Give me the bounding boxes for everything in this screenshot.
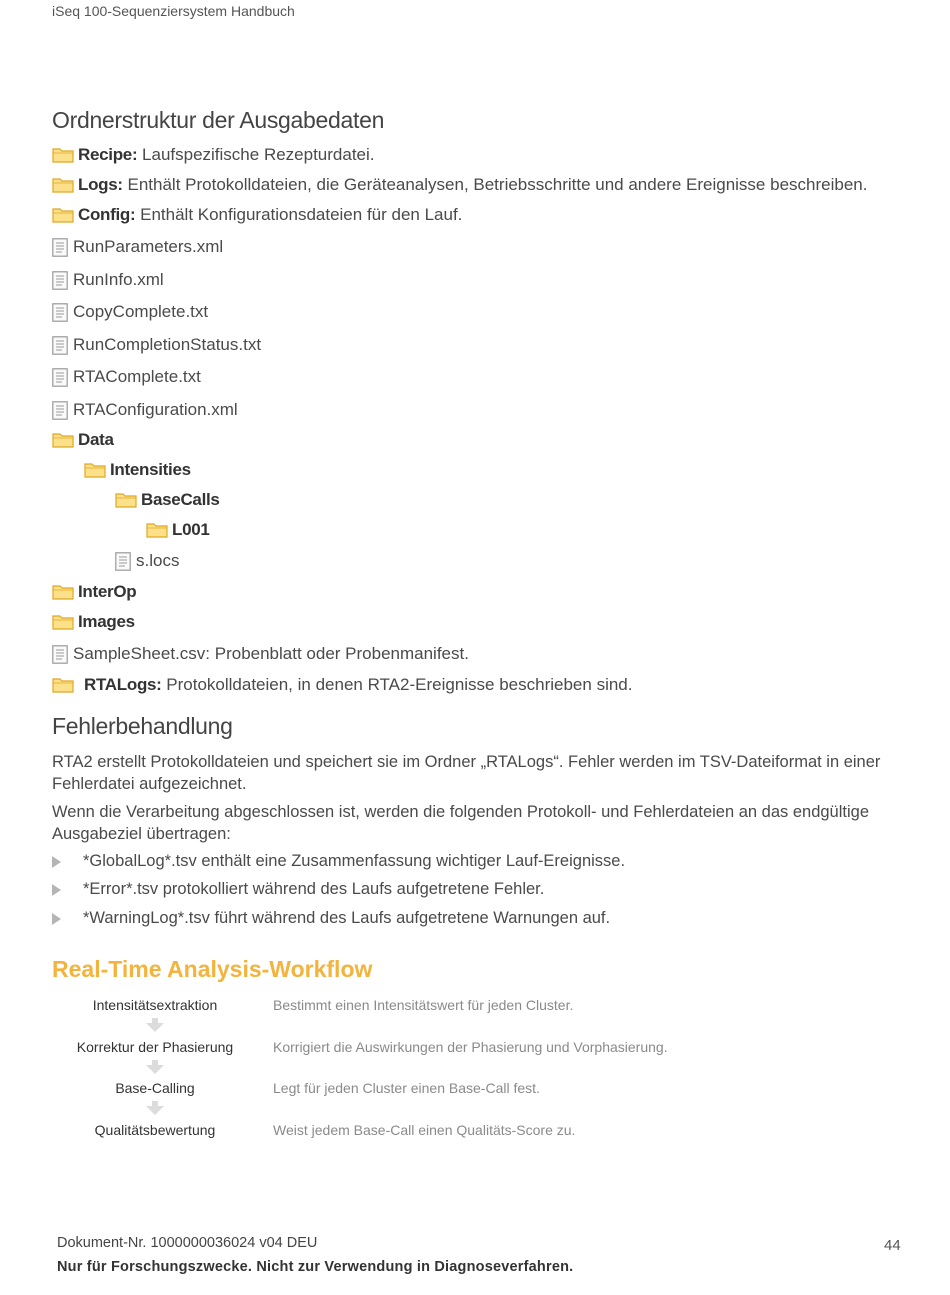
folder-entry [52, 203, 462, 227]
workflow-step: Korrektur der Phasierung [76, 1039, 234, 1055]
file-icon [52, 645, 73, 664]
file-icon [115, 552, 136, 571]
folder-entry [146, 518, 210, 542]
error-paragraph-2: Wenn die Verarbeitung abgeschlossen ist, werden die folgenden Protokoll- und Fehlerdateien an das endgültige Ausgabeziel übertragen: [52, 803, 869, 843]
file-name: CopyComplete.txt [73, 302, 209, 321]
file-icon [52, 368, 73, 387]
file-name: RunCompletionStatus.txt [73, 335, 262, 354]
folder-icon [52, 147, 78, 163]
bullet-item [52, 880, 544, 899]
folder-icon [84, 462, 110, 478]
file-name: RunInfo.xml [73, 270, 164, 289]
down-arrow-icon [146, 1018, 164, 1032]
folder-entry [52, 673, 632, 697]
document-number: Dokument-Nr. 1000000036024 v04 DEU [57, 1235, 318, 1251]
folder-name: BaseCalls [141, 490, 220, 509]
document-header: iSeq 100-Sequenziersystem Handbuch [52, 3, 295, 19]
folder-icon [115, 492, 141, 508]
folder-name: Recipe: [78, 145, 138, 164]
workflow-step-description: Bestimmt einen Intensitätswert für jeden Cluster. [273, 997, 574, 1013]
bullet-text: *GlobalLog*.tsv enthält eine Zusammenfassung wichtiger Lauf-Ereignisse. [83, 852, 626, 870]
folder-entry [52, 610, 135, 634]
file-icon [52, 336, 73, 355]
folder-name: L001 [172, 520, 210, 539]
folder-entry [52, 173, 867, 197]
workflow-step-description: Legt für jeden Cluster einen Base-Call fest. [273, 1080, 540, 1096]
bullet-text: *WarningLog*.tsv führt während des Laufs aufgetretene Warnungen auf. [83, 909, 611, 927]
folder-icon [146, 522, 172, 538]
workflow-step: Qualitätsbewertung [94, 1122, 216, 1138]
folder-icon [52, 614, 78, 630]
folder-icon [52, 207, 78, 223]
folder-entry [52, 580, 136, 604]
file-icon [52, 238, 73, 257]
bullet-item [52, 852, 625, 871]
folder-name: Logs: [78, 175, 123, 194]
error-paragraph-1: RTA2 erstellt Protokolldateien und speichert sie im Ordner „RTALogs“. Fehler werden im TSV-Dateiformat in einer Fehlerdatei aufgezeichnet. [52, 753, 881, 793]
bullet-triangle-icon [52, 884, 61, 896]
folder-entry [52, 428, 114, 452]
entry-description: : Probenblatt oder Probenmanifest. [205, 644, 469, 663]
folder-entry [84, 458, 191, 482]
folder-name: Images [78, 612, 135, 631]
file-name: s.locs [136, 551, 180, 570]
file-icon [52, 271, 73, 290]
workflow-step-description: Weist jedem Base-Call einen Qualitäts-Score zu. [273, 1122, 576, 1138]
entry-description: Enthält Konfigurationsdateien für den Lauf. [135, 205, 463, 224]
bullet-text: *Error*.tsv protokolliert während des Laufs aufgetretene Fehler. [83, 880, 545, 898]
file-entry [52, 365, 201, 389]
file-icon [52, 401, 73, 420]
file-entry [52, 300, 208, 324]
folder-icon [52, 432, 78, 448]
file-name: RTAComplete.txt [73, 367, 201, 386]
bullet-triangle-icon [52, 856, 61, 868]
error-handling-title: Fehlerbehandlung [52, 713, 233, 739]
folder-name: Data [78, 430, 114, 449]
entry-description: Laufspezifische Rezepturdatei. [137, 145, 375, 164]
page-number: 44 [884, 1237, 901, 1254]
down-arrow-icon [146, 1060, 164, 1074]
folder-name: InterOp [78, 582, 137, 601]
file-name: RunParameters.xml [73, 237, 224, 256]
folder-entry [115, 488, 220, 512]
research-use-note: Nur für Forschungszwecke. Nicht zur Verwendung in Diagnoseverfahren. [57, 1259, 574, 1275]
file-entry [115, 549, 179, 573]
file-icon [52, 303, 73, 322]
file-entry [52, 235, 223, 259]
workflow-title: Real-Time Analysis-Workflow [52, 956, 373, 982]
file-entry [52, 642, 469, 666]
file-name: SampleSheet.csv [73, 644, 206, 663]
workflow-step: Intensitätsextraktion [92, 997, 218, 1013]
entry-description: Protokolldateien, in denen RTA2-Ereignisse beschrieben sind. [161, 675, 633, 694]
workflow-step-description: Korrigiert die Auswirkungen der Phasierung und Vorphasierung. [273, 1039, 668, 1055]
entry-description: Enthält Protokolldateien, die Geräteanalysen, Betriebsschritte und andere Ereignisse beschreiben. [122, 175, 868, 194]
folder-icon [52, 677, 78, 693]
folder-name: Intensities [110, 460, 191, 479]
workflow-step: Base-Calling [115, 1080, 195, 1096]
file-entry [52, 333, 261, 357]
folder-structure-title: Ordnerstruktur der Ausgabedaten [52, 107, 385, 133]
folder-name: RTALogs: [84, 675, 162, 694]
bullet-triangle-icon [52, 913, 61, 925]
file-name: RTAConfiguration.xml [73, 400, 238, 419]
folder-icon [52, 584, 78, 600]
file-entry [52, 398, 238, 422]
file-entry [52, 268, 164, 292]
folder-entry [52, 143, 375, 167]
folder-name: Config: [78, 205, 136, 224]
folder-icon [52, 177, 78, 193]
down-arrow-icon [146, 1101, 164, 1115]
bullet-item [52, 909, 610, 928]
